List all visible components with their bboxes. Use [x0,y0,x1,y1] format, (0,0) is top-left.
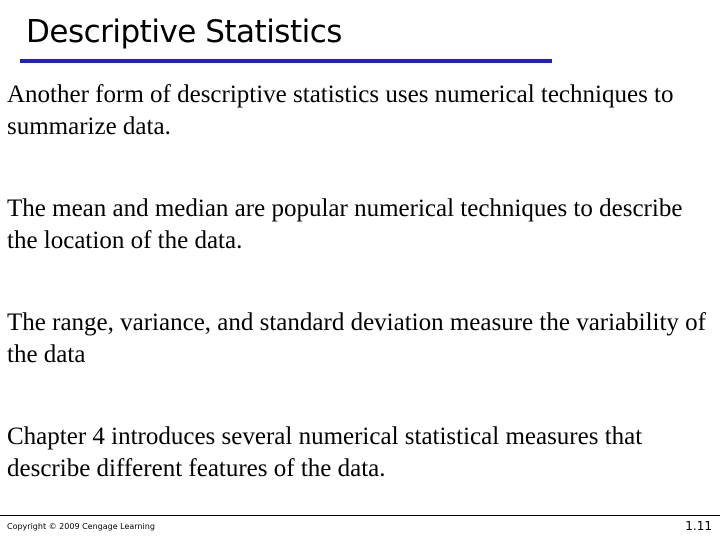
paragraph-numerical-techniques: Another form of descriptive statistics uses numerical techniques to summarize data. [7,81,674,140]
page-number: 1.11 [685,519,712,533]
paragraph-variability: The range, variance, and standard deviation measure the variability of the data [7,309,707,368]
paragraph-chapter-4: Chapter 4 introduces several numerical statistical measures that describe different features of the data. [7,423,643,482]
copyright-notice: Copyright © 2009 Cengage Learning [7,522,155,531]
title-underline [20,59,552,63]
paragraph-mean-median: The mean and median are popular numerical techniques to describe the location of the data. [7,195,683,254]
footer-divider [0,515,720,516]
slide-title: Descriptive Statistics [26,14,342,50]
